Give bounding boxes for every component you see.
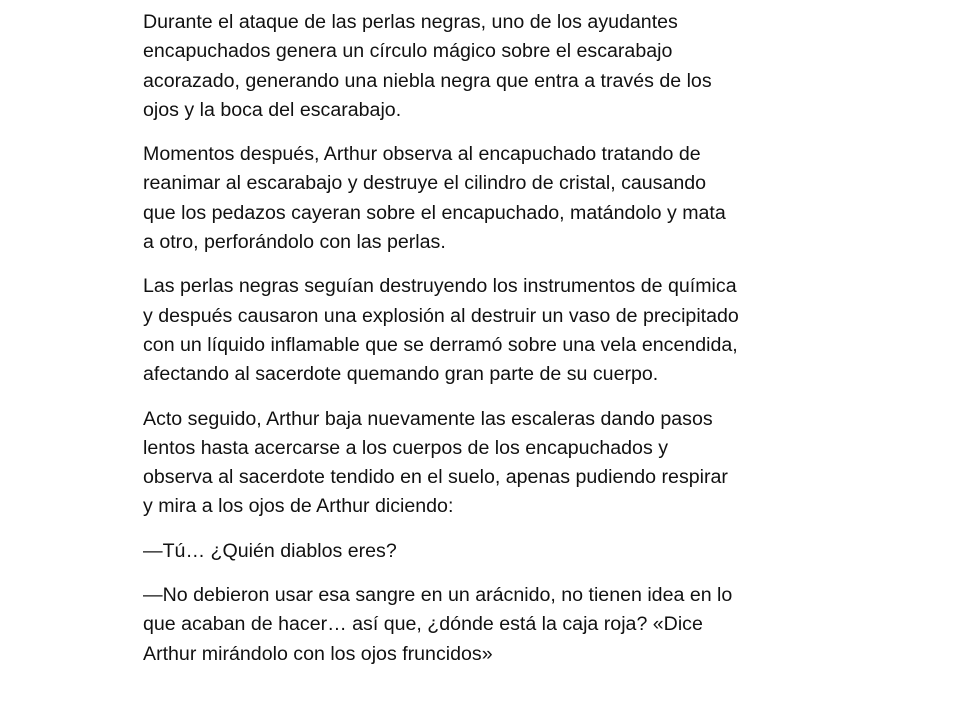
- text-body: [143, 8, 833, 684]
- paragraph-4: [143, 405, 833, 522]
- paragraph-3: [143, 272, 833, 389]
- paragraph-line: afectando al sacerdote quemando gran parte de su cuerpo.: [143, 363, 659, 386]
- paragraph-line: que los pedazos cayeran sobre el encapuchado, matándolo y mata: [143, 201, 726, 224]
- paragraph-2: [143, 140, 833, 257]
- paragraph-line: a otro, perforándolo con las perlas.: [143, 231, 446, 254]
- paragraph-5-dialogue: [143, 537, 833, 566]
- paragraph-line: —No debieron usar esa sangre en un arácnido, no tienen idea en lo: [143, 584, 733, 607]
- paragraph-line: Las perlas negras seguían destruyendo los instrumentos de química: [143, 275, 737, 298]
- paragraph-1: [143, 8, 833, 125]
- paragraph-line: y mira a los ojos de Arthur diciendo:: [143, 495, 454, 518]
- paragraph-line: —Tú… ¿Quién diablos eres?: [143, 539, 397, 562]
- paragraph-line: y después causaron una explosión al destruir un vaso de precipitado: [143, 304, 739, 327]
- paragraph-line: reanimar al escarabajo y destruye el cilindro de cristal, causando: [143, 172, 707, 195]
- paragraph-line: observa al sacerdote tendido en el suelo, apenas pudiendo respirar: [143, 466, 728, 489]
- paragraph-line: Arthur mirándolo con los ojos fruncidos»: [143, 642, 493, 665]
- paragraph-line: lentos hasta acercarse a los cuerpos de los encapuchados y: [143, 436, 668, 459]
- paragraph-line: encapuchados genera un círculo mágico sobre el escarabajo: [143, 40, 673, 63]
- paragraph-line: Durante el ataque de las perlas negras, uno de los ayudantes: [143, 11, 678, 33]
- paragraph-line: con un líquido inflamable que se derramó sobre una vela encendida,: [143, 333, 738, 356]
- paragraph-line: Acto seguido, Arthur baja nuevamente las escaleras dando pasos: [143, 407, 713, 430]
- paragraph-line: acorazado, generando una niebla negra que entra a través de los: [143, 69, 712, 92]
- paragraph-line: Momentos después, Arthur observa al encapuchado tratando de: [143, 143, 701, 166]
- paragraph-line: que acaban de hacer… así que, ¿dónde está la caja roja? «Dice: [143, 613, 703, 636]
- paragraph-6-dialogue: [143, 581, 833, 669]
- paragraph-line: ojos y la boca del escarabajo.: [143, 98, 402, 121]
